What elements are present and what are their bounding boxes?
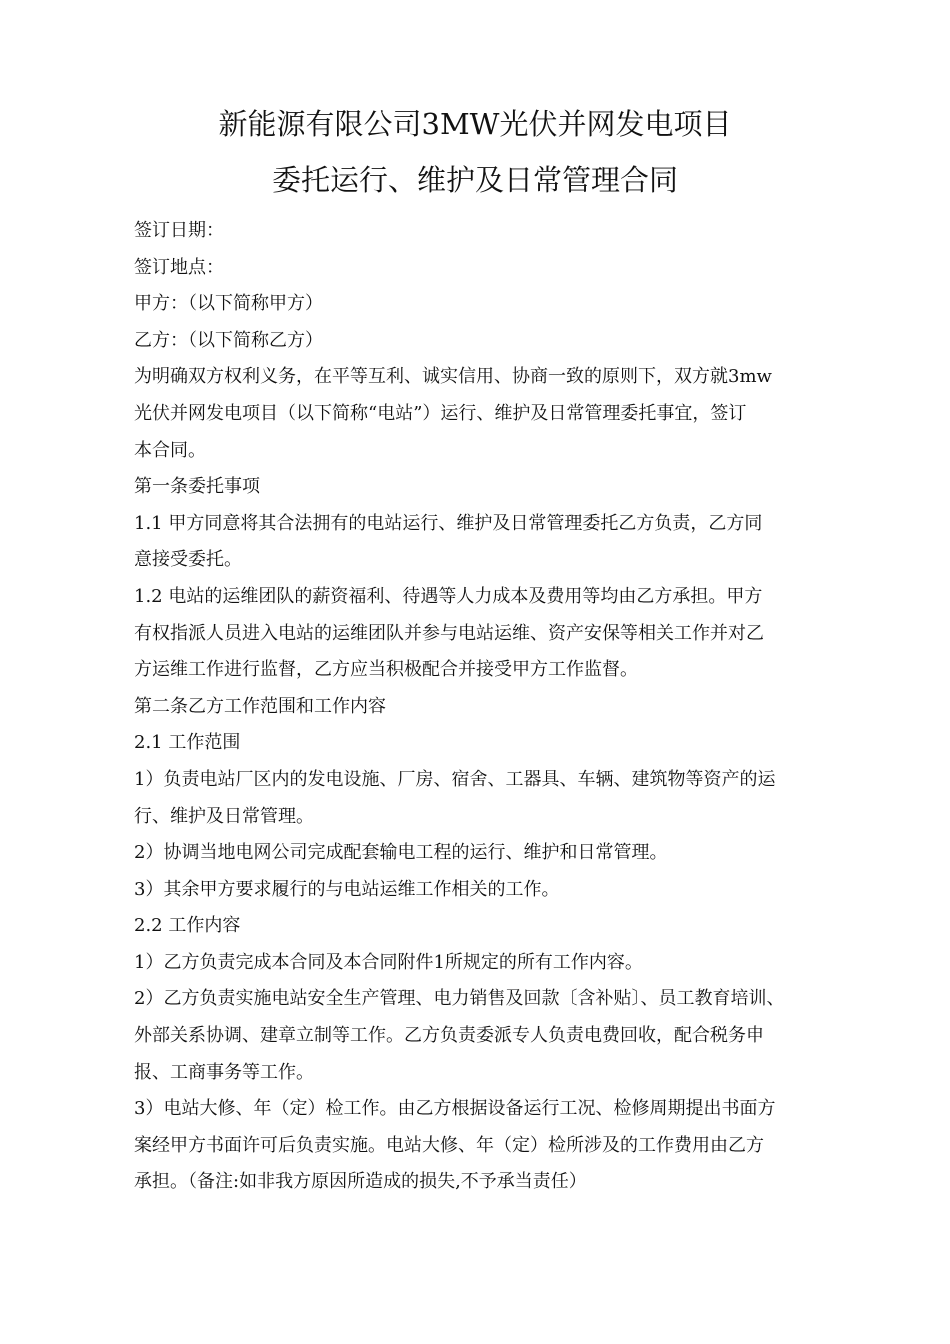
- text-line: 甲方：（以下简称甲方）: [134, 293, 323, 315]
- subsection-heading: 2.1 工作范围: [134, 732, 241, 754]
- document-title-line1: 新能源有限公司3MW光伏并网发电项目: [218, 107, 732, 141]
- text-line: 方运维工作进行监督，乙方应当积极配合并接受甲方工作监督。: [134, 659, 638, 681]
- text-line: 行、维护及日常管理。: [134, 805, 314, 827]
- text-line: 3）其余甲方要求履行的与电站运维工作相关的工作。: [134, 878, 560, 900]
- text-line: 签订地点：: [134, 256, 224, 278]
- text-line: 2）协调当地电网公司完成配套输电工程的运行、维护和日常管理。: [134, 842, 668, 864]
- text-line: 意接受委托。: [134, 549, 242, 571]
- text-line: 案经甲方书面许可后负责实施。电站大修、年（定）检所涉及的工作费用由乙方: [134, 1134, 764, 1156]
- text-line: 承担。（备注:如非我方原因所造成的损失,不予承当责任）: [134, 1171, 587, 1193]
- text-line: 2）乙方负责实施电站安全生产管理、电力销售及回款〔含补贴〕、员工教育培训、: [134, 988, 785, 1010]
- text-line: 有权指派人员进入电站的运维团队并参与电站运维、资产安保等相关工作并对乙: [134, 622, 764, 644]
- document-body: [134, 213, 834, 1201]
- text-line: 1）乙方负责完成本合同及本合同附件1所规定的所有工作内容。: [134, 951, 643, 973]
- text-line: 3）电站大修、年（定）检工作。由乙方根据设备运行工况、检修周期提出书面方: [134, 1098, 776, 1120]
- text-line: 报、工商事务等工作。: [134, 1061, 314, 1083]
- text-line: 签订日期：: [134, 220, 224, 241]
- text-line: 乙方：（以下简称乙方）: [134, 329, 323, 351]
- text-line: 1.1 甲方同意将其合法拥有的电站运行、维护及日常管理委托乙方负责，乙方同: [134, 512, 763, 534]
- document-title-line2: 委托运行、维护及日常管理合同: [271, 163, 678, 197]
- text-line: 1.2 电站的运维团队的薪资福利、待遇等人力成本及费用等均由乙方承担。甲方: [134, 585, 763, 607]
- text-line: 本合同。: [134, 439, 206, 461]
- section-heading: 第一条委托事项: [134, 476, 260, 498]
- text-line: 外部关系协调、建章立制等工作。乙方负责委派专人负责电费回收，配合税务申: [134, 1025, 764, 1047]
- subsection-heading: 2.2 工作内容: [134, 915, 241, 937]
- section-heading: 第二条乙方工作范围和工作内容: [134, 695, 386, 717]
- text-line: 1）负责电站厂区内的发电设施、厂房、宿舍、工器具、车辆、建筑物等资产的运: [134, 768, 776, 790]
- text-line: 为明确双方权利义务，在平等互利、诚实信用、协商一致的原则下，双方就3mw: [134, 366, 772, 388]
- text-line: 光伏并网发电项目（以下简称“电站”）运行、维护及日常管理委托事宜，签订: [134, 402, 747, 424]
